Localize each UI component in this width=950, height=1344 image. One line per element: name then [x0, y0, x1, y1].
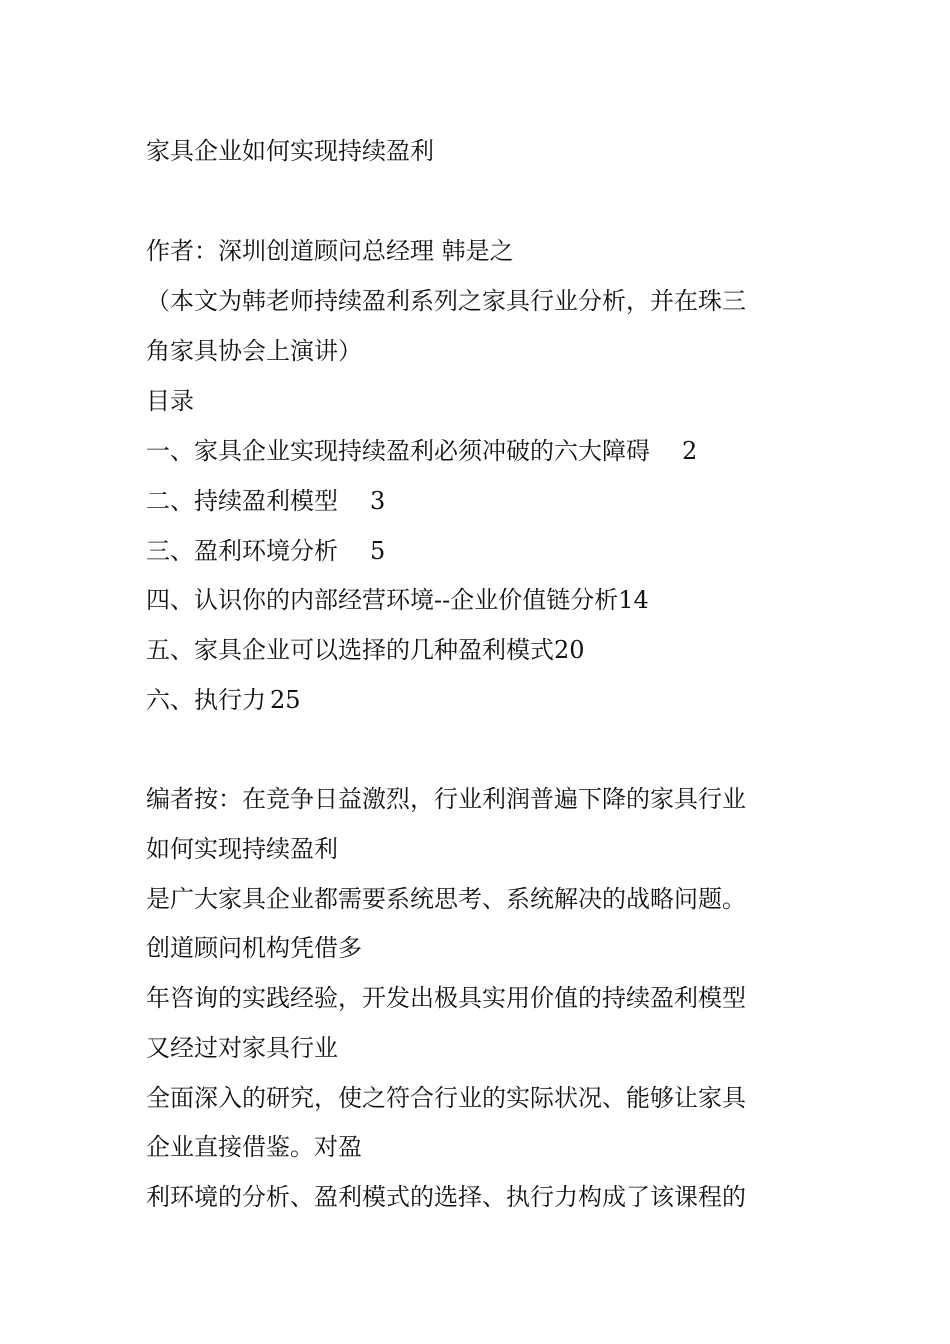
- toc-item-page: 2: [682, 437, 698, 465]
- toc-item[interactable]: [146, 635, 585, 665]
- toc-item[interactable]: [146, 685, 301, 715]
- editor-note-line-3: 是广大家具企业都需要系统思考、系统解决的战略问题。: [146, 885, 746, 913]
- toc-item-text: 一、家具企业实现持续盈利必须冲破的六大障碍: [146, 437, 650, 465]
- toc-item-text: 四、认识你的内部经营环境--企业价值链分析: [146, 586, 619, 614]
- note-line-1: （本文为韩老师持续盈利系列之家具行业分析，并在珠三: [146, 287, 746, 315]
- toc-heading: 目录: [146, 387, 194, 415]
- editor-note-line-4: 创道顾问机构凭借多: [146, 934, 362, 962]
- document-title: 家具企业如何实现持续盈利: [146, 137, 434, 165]
- toc-item[interactable]: [146, 536, 385, 566]
- toc-item-page: 25: [270, 686, 301, 714]
- author-line: 作者：深圳创道顾问总经理 韩是之: [146, 237, 514, 265]
- toc-item[interactable]: [146, 436, 697, 466]
- note-line-2: 角家具协会上演讲）: [146, 337, 362, 365]
- editor-note-line-5: 年咨询的实践经验，开发出极具实用价值的持续盈利模型: [146, 984, 746, 1012]
- toc-item-page: 5: [370, 537, 386, 565]
- toc-item[interactable]: [146, 486, 385, 516]
- toc-item[interactable]: [146, 585, 649, 615]
- editor-note-line-2: 如何实现持续盈利: [146, 835, 338, 863]
- editor-note-line-9: 利环境的分析、盈利模式的选择、执行力构成了该课程的: [146, 1183, 746, 1211]
- toc-item-text: 三、盈利环境分析: [146, 537, 338, 565]
- toc-item-page: 3: [370, 487, 386, 515]
- toc-item-page: 20: [554, 636, 585, 664]
- editor-note-line-7: 全面深入的研究，使之符合行业的实际状况、能够让家具: [146, 1084, 746, 1112]
- toc-item-page: 14: [618, 586, 649, 614]
- toc-item-text: 二、持续盈利模型: [146, 487, 338, 515]
- toc-item-text: 五、家具企业可以选择的几种盈利模式: [146, 636, 554, 664]
- editor-note-line-6: 又经过对家具行业: [146, 1034, 338, 1062]
- editor-note-line-1: 编者按：在竞争日益激烈，行业利润普遍下降的家具行业: [146, 785, 746, 813]
- editor-note-line-8: 企业直接借鉴。对盈: [146, 1133, 362, 1161]
- toc-item-text: 六、执行力: [146, 686, 266, 714]
